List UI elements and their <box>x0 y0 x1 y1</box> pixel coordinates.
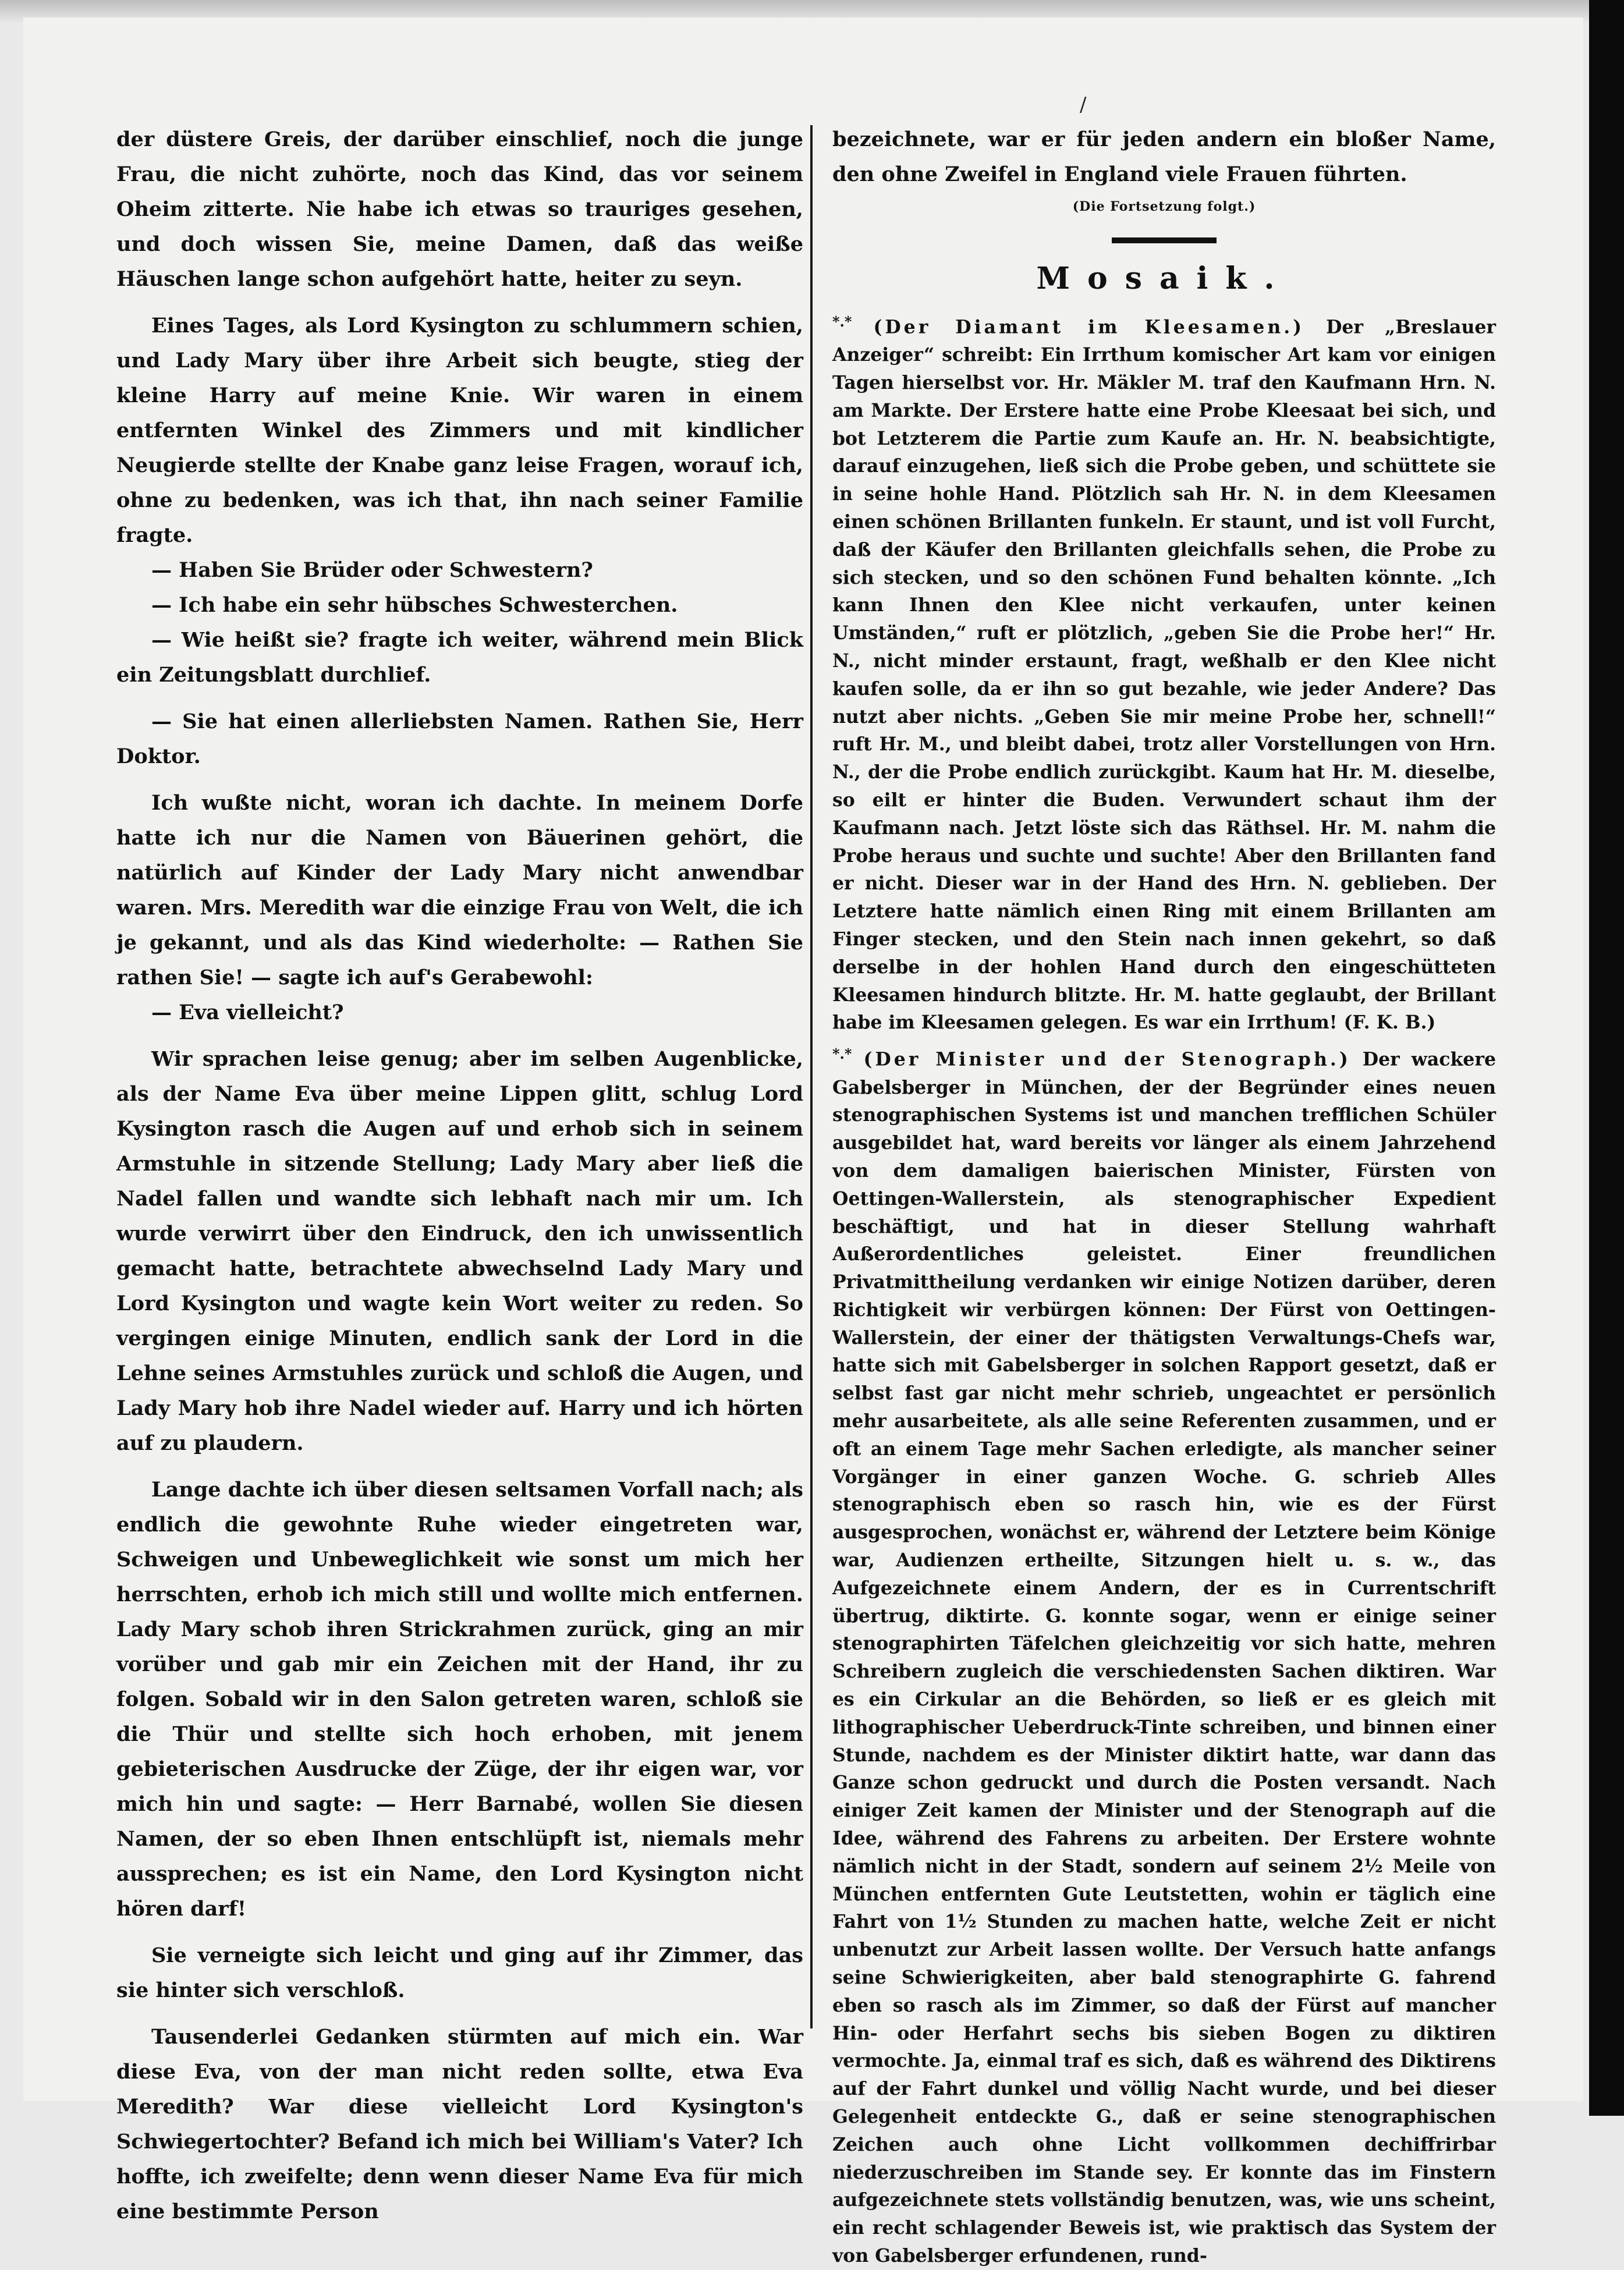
paragraph: — Eva vielleicht? <box>151 1001 344 1024</box>
left-column <box>116 122 803 2223</box>
paragraph: Eines Tages, als Lord Kysington zu schlummern schien, und Lady Mary über ihre Arbeit sich beugte, stieg der kleine Harry auf meine Knie. Wir waren in einem entfernten Winkel des Zimmers und mit kindlicher Neugierde stellte der Knabe ganz leise Fragen, worauf ich, ohne zu bedenken, was ich that, ihn nach seiner Familie fragte. <box>116 314 803 547</box>
paragraph: Wir sprachen leise genug; aber im selben Augenblicke, als der Name Eva über meine Lippen glitt, schlug Lord Kysington rasch die Augen auf und erhob sich in seinem Armstuhle in sitzende Stellung; Lady Mary aber ließ die Nadel fallen und wandte sich lebhaft nach mir um. Ich wurde verwirrt über den Eindruck, den ich unwissentlich gemacht hatte, betrachtete abwechselnd Lady Mary und Lord Kysington und wagte kein Wort weiter zu reden. So vergingen einige Minuten, endlich sank der Lord in die Lehne seines Armstuhles zurück und schloß die Augen, und Lady Mary hob ihre Nadel wieder auf. Harry und ich hörten auf zu plaudern. <box>116 1047 803 1455</box>
paragraph: der düstere Greis, der darüber einschlief, noch die junge Frau, die nicht zuhörte, noch das Kind, das vor seinem Oheim zitterte. Nie habe ich etwas so trauriges gesehen, und doch wissen Sie, meine Damen, daß das weiße Häuschen lange schon aufgehört hatte, heiter zu seyn. <box>116 127 803 291</box>
asterism-icon: *.* <box>832 1045 852 1063</box>
paragraph: Tausenderlei Gedanken stürmten auf mich ein. War diese Eva, von der man nicht reden sollte, etwa Eva Meredith? War diese vielleicht Lord Kysington's Schwiegertochter? Befand ich mich bei William's Vater? Ich hoffte, ich zweifelte; denn wenn dieser Name Eva für mich eine bestimmte Person <box>116 2025 803 2223</box>
article-title: (Der Minister und der Stenograph.) <box>863 1048 1351 1070</box>
scan-edge-right <box>1589 0 1624 2116</box>
article-title: (Der Diamant im Kleesamen.) <box>873 316 1305 338</box>
paragraph: — Ich habe ein sehr hübsches Schwesterchen. <box>151 593 678 617</box>
paragraph: Lange dachte ich über diesen seltsamen Vorfall nach; als endlich die gewohnte Ruhe wieder eingetreten war, Schweigen und Unbeweglichkeit wie sonst um mich her herrschten, erhob ich mich still und wollte mich entfernen. Lady Mary schob ihren Strickrahmen zurück, ging an mir vorüber und gab mir ein Zeichen mit der Hand, ihr zu folgen. Sobald wir in den Salon getreten waren, schloß sie die Thür und stellte sich hoch erhoben, mit jenem gebieterischen Ausdrucke der Züge, der ihr eigen war, vor mich hin und sagte: — Herr Barnabé, wollen Sie diesen Namen, der so eben Ihnen entschlüpft ist, niemals mehr aussprechen; es ist ein Name, den Lord Kysington nicht hören darf! <box>116 1478 803 1921</box>
paragraph: — Haben Sie Brüder oder Schwestern? <box>151 558 593 582</box>
article <box>832 308 1496 1037</box>
article-body: Der wackere Gabelsberger in München, der der Begründer eines neuen stenographischen Systems ist und manchen trefflichen Schüler ausgebildet hat, ward bereits vor länger als einem Jahrzehend von dem damaligen baierischen Minister, Fürsten von Oettingen-Wallerstein, als stenographischer Expedient beschäftigt, und hat in dieser Stellung wahrhaft Außerordentliches geleistet. Einer freundlichen Privatmittheilung verdanken wir einige Notizen darüber, deren Richtigkeit wir verbürgen können: Der Fürst von Oettingen-Wallerstein, der einer der thätigsten Verwaltungs-Chefs war, hatte sich mit Gabelsberger in solchen Rapport gesetzt, daß er selbst fast gar nicht mehr schrieb, ungeachtet er persönlich mehr ausarbeitete, als alle seine Referenten zusammen, und er oft an einem Tage mehr Sachen erledigte, als mancher seiner Vorgänger in einer ganzen Woche. G. schrieb Alles stenographisch eben so rasch hin, wie es der Fürst ausgesprochen, wonächst er, während der Letztere beim Könige war, Audienzen ertheilte, Sitzungen hielt u. s. w., das Aufgezeichnete einem Andern, der es in Currentschrift übertrug, diktirte. G. konnte sogar, wenn er einige seiner stenographirten Täfelchen gleichzeitig vor sich hatte, mehren Schreibern zugleich die verschiedensten Sachen diktiren. War es ein Cirkular an die Behörden, so ließ er es gleich mit lithographischer Ueberdruck-Tinte schreiben, und binnen einer Stunde, nachdem es der Minister diktirt hatte, war dann das Ganze schon gedruckt und durch die Posten versandt. Nach einiger Zeit kamen der Minister und der Stenograph auf die Idee, während des Fahrens zu arbeiten. Der Erstere wohnte nämlich nicht in der Stadt, sondern auf seinem 2½ Meile von München entfernten Gute Leutstetten, wohin er täglich eine Fahrt von 1½ Stunden zu machen hatte, welche Zeit er nicht unbenutzt zur Arbeit lassen wollte. Der Versuch hatte anfangs seine Schwierigkeiten, aber bald stenographirte G. fahrend eben so rasch als im Zimmer, so daß der Fürst auf mancher Hin- oder Herfahrt sechs bis sieben Bogen zu diktiren vermochte. Ja, einmal traf es sich, daß es während des Diktirens auf der Fahrt dunkel und völlig Nacht wurde, und bei dieser Gelegenheit entdeckte G., daß er seine stenographischen Zeichen auch ohne Licht vollkommen dechiffrirbar niederzuschreiben im Stande sey. Er konnte das im Finstern aufgezeichnete stets vollständig benutzen, was, wie uns scheint, ein recht schlagender Beweis ist, wie praktisch das System der von Gabelsberger erfundenen, rund- <box>832 1048 1496 2267</box>
paragraph: — Wie heißt sie? fragte ich weiter, während mein Blick ein Zeitungsblatt durchlief. <box>116 628 803 687</box>
right-column <box>832 122 1497 2267</box>
article <box>832 1040 1496 2270</box>
story-continuation: bezeichnete, war er für jeden andern ein bloßer Name, den ohne Zweifel in England viele Frauen führten. <box>832 127 1496 186</box>
section-title: Mosaik. <box>1036 261 1292 296</box>
continued-note: (Die Fortsetzung folgt.) <box>1072 199 1256 214</box>
article-body: Der „Breslauer Anzeiger“ schreibt: Ein Irrthum komischer Art kam vor einigen Tagen hierselbst vor. Hr. Mäkler M. traf den Kaufmann Hrn. N. am Markte. Der Erstere hatte eine Probe Kleesaat bei sich, und bot Letzterem die Partie zum Kaufe an. Hr. N. beabsichtigte, darauf einzugehen, ließ sich die Probe geben, und schüttete sie in seine hohle Hand. Plötzlich sah Hr. N. in dem Kleesamen einen schönen Brillanten funkeln. Er staunt, und ist voll Furcht, daß der Käufer den Brillanten gleichfalls sehen, die Probe zu sich stecken, und so den schönen Fund behalten könnte. „Ich kann Ihnen den Klee nicht verkaufen, unter keinen Umständen,“ ruft er plötzlich, „geben Sie die Probe her!“ Hr. N., nicht minder erstaunt, fragt, weßhalb er den Klee nicht kaufen solle, da er ihn so gut bezahle, wie jeder Andere? Das nutzt aber nichts. „Geben Sie mir meine Probe her, schnell!“ ruft Hr. M., und bleibt dabei, trotz aller Vorstellungen von Hrn. N., der die Probe endlich zurückgibt. Kaum hat Hr. M. dieselbe, so eilt er hinter die Buden. Verwundert schaut ihm der Kaufmann nach. Jetzt löste sich das Räthsel. Hr. M. nahm die Probe heraus und suchte und suchte! Aber den Brillanten fand er nicht. Dieser war in der Hand des Hrn. N. geblieben. Der Letztere hatte nämlich einen Ring mit einem Brillanten am Finger stecken, und den Stein nach innen gekehrt, so daß derselbe in der hohlen Hand durch den eingeschütteten Kleesamen hindurch blitzte. Hr. M. hatte geglaubt, der Brillant habe im Kleesamen gelegen. Es war ein Irrthum! (F. K. B.) <box>832 316 1497 1034</box>
paragraph: — Sie hat einen allerliebsten Namen. Rathen Sie, Herr Doktor. <box>116 710 803 768</box>
paragraph: Sie verneigte sich leicht und ging auf ihr Zimmer, das sie hinter sich verschloß. <box>116 1943 803 2002</box>
pencil-mark: / <box>1080 93 1087 116</box>
paragraph: Ich wußte nicht, woran ich dachte. In meinem Dorfe hatte ich nur die Namen von Bäuerinen gehört, die natürlich auf Kinder der Lady Mary nicht anwendbar waren. Mrs. Meredith war die einzige Frau von Welt, die ich je gekannt, und als das Kind wiederholte: — Rathen Sie rathen Sie! — sagte ich auf's Gerabewohl: <box>116 791 803 989</box>
asterism-icon: *.* <box>832 313 852 330</box>
section-rule <box>1112 237 1217 243</box>
column-divider <box>810 125 813 2028</box>
